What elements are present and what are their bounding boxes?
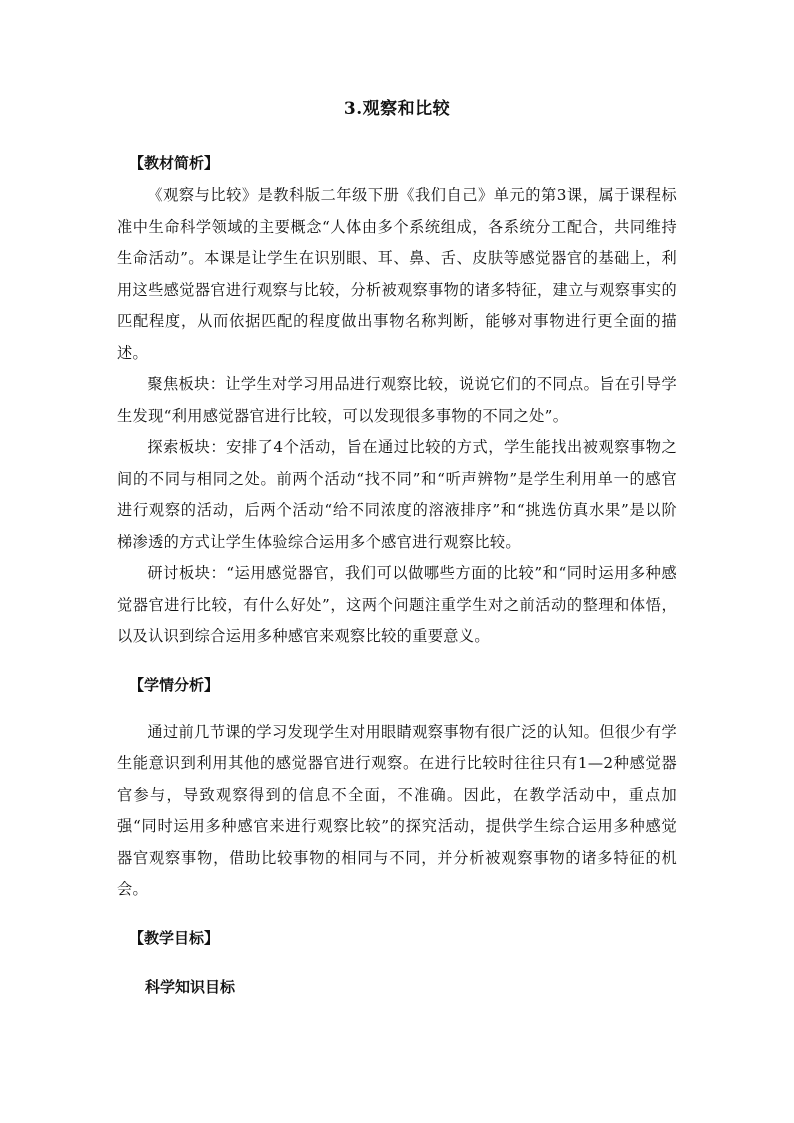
section-heading-learner-analysis: 【学情分析】: [129, 675, 220, 694]
spacer: [117, 906, 677, 927]
spacer: [117, 653, 677, 674]
section-heading-textbook-analysis: 【教材简析】: [129, 154, 220, 172]
section-heading-teaching-goals: 【教学目标】: [129, 928, 220, 947]
paragraph-learner-analysis: 通过前几节课的学习发现学生对用眼睛观察事物有很广泛的认知。但很少有学生能意识到利用其他的感觉器官进行观察。在进行比较时往往只有1—2种感觉器官参与，导致观察得到的信息不全面，不准确。因此，在教学活动中，重点加强“同时运用多种感官来进行观察比较”的探究活动，提供学生综合运用多种感觉器官观察事物，借助比较事物的相同与不同，并分析被观察事物的诸多特征的机会。: [117, 722, 677, 898]
paragraph-textbook-intro: 《观察与比较》是教科版二年级下册《我们自己》单元的第3课，属于课程标准中生命科学领域的主要概念“人体由多个系统组成，各系统分工配合，共同维持生命活动”。本课是让学生在识别眼、耳、鼻、舌、皮肤等感觉器官的基础上，利用这些感觉器官进行观察与比较，分析被观察事物的诸多特征，建立与观察事实的匹配程度，从而依据匹配的程度做出事物名称判断，能够对事物进行更全面的描述。: [117, 186, 677, 362]
subheading-science-knowledge-goals: 科学知识目标: [145, 977, 236, 996]
spacer: [117, 949, 677, 976]
paragraph-explore-section: 探索板块：安排了4个活动，旨在通过比较的方式，学生能找出被观察事物之间的不同与相同之处。前两个活动“找不同”和“听声辨物”是学生利用单一的感官进行观察的活动，后两个活动“给不同浓度的溶液排序”和“挑选仿真水果”是以阶梯渗透的方式让学生体验综合运用多个感官进行观察比较。: [117, 438, 677, 551]
paragraph-discuss-section: 研讨板块：“运用感觉器官，我们可以做哪些方面的比较”和“同时运用多种感觉器官进行比较，有什么好处”，这两个问题注重学生对之前活动的整理和体悟，以及认识到综合运用多种感官来观察比较的重要意义。: [117, 564, 677, 645]
paragraph-focus-section: 聚焦板块：让学生对学习用品进行观察比较，说说它们的不同点。旨在引导学生发现“利用感觉器官进行比较，可以发现很多事物的不同之处”。: [117, 375, 677, 425]
document-title: 3.观察和比较: [343, 99, 451, 119]
document-body: [117, 96, 677, 998]
spacer: [117, 696, 677, 717]
